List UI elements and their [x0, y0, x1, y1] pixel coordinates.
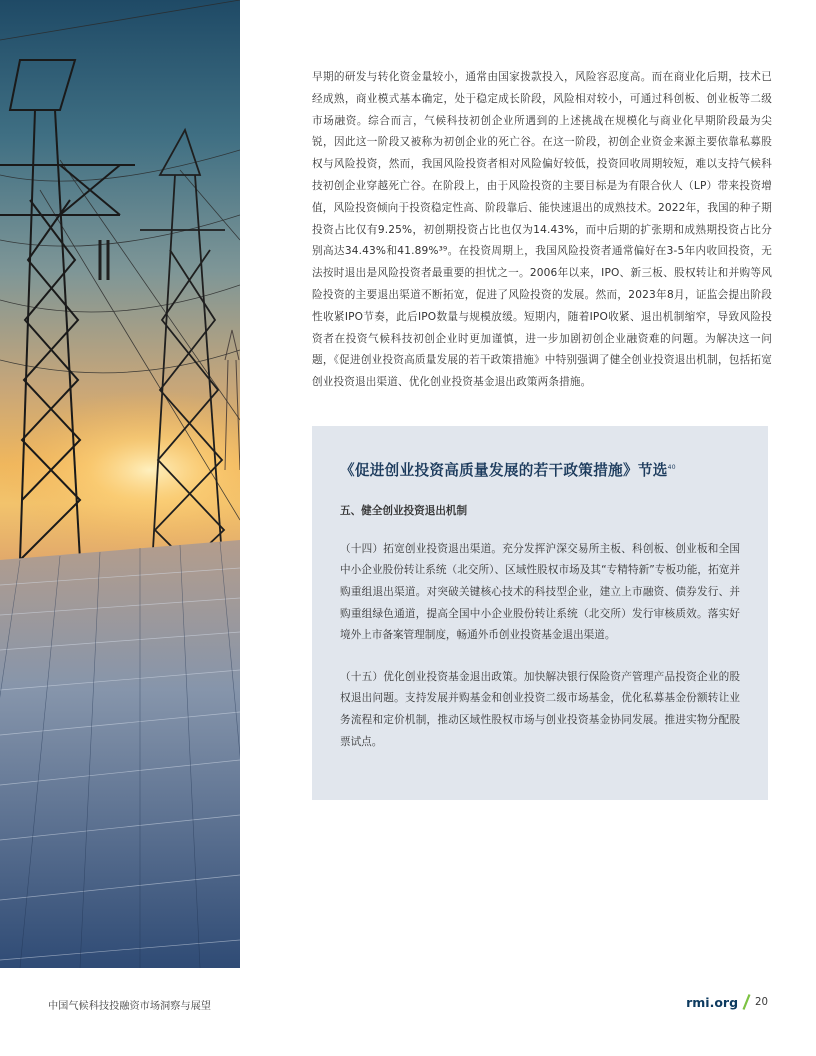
body-paragraph: 早期的研发与转化资金量较小，通常由国家拨款投入，风险容忍度高。而在商业化后期，技术已经成熟，商业模式基本确定，处于稳定成长阶段，风险相对较小，可通过科创板、创业板等二级市场融资。综合而言，气候科技初创企业所遇到的上述挑战在规模化与商业化早期阶段最为尖锐，因此这一阶段又被称为初创企业的死亡谷。在这一阶段，初创企业资金来源主要依靠私募股权与风险投资，然而，我国风险投资者相对风险偏好较低，投资回收周期较短，难以支持气候科技初创企业穿越死亡谷。在阶段上，由于风险投资的主要目标是为有限合伙人（LP）带来投资增值，风险投资倾向于投资稳定性高、阶段靠后、能快速退出的成熟技术。2022年，我国的种子期投资占比仅有9.25%，初创期投资占比也仅为14.43%，而中后期的扩张期和成熟期投资占比分别高达34.43%和41.89%³⁹。在投资周期上，我国风险投资者通常偏好在3-5年内收回投资，无法按时退出是风险投资者最重要的担忧之一。2006年以来，IPO、新三板、股权转让和并购等风险投资的主要退出渠道不断拓宽，促进了风险投资的发展。然而，2023年8月，证监会提出阶段性收紧IPO节奏，此后IPO数量与规模放缓。短期内，随着IPO收紧、退出机制缩窄，导致风险投资者在投资气候科技初创企业时更加谨慎，进一步加剧初创企业融资难的问题。为解决这一问题，《促进创业投资高质量发展的若干政策措施》中特别强调了健全创业投资退出机制，包括拓宽创业投资退出渠道、优化创业投资基金退出政策两条措施。 — [312, 71, 772, 389]
policy-paragraph-14: （十四）拓宽创业投资退出渠道。充分发挥沪深交易所主板、科创板、创业板和全国中小企业股份转让系统（北交所）、区域性股权市场及其“专精特新”专板功能，拓宽并购重组退出渠道。对突破关键核心技术的科技型企业，建立上市融资、债券发行、并购重组绿色通道，提高全国中小企业股份转让系统（北交所）发行审核质效。落实好境外上市备案管理制度，畅通外币创业投资基金退出渠道。 — [340, 542, 740, 642]
page-number: 20 — [755, 996, 768, 1008]
policy-excerpt-title — [340, 458, 740, 481]
footer-report-title: 中国气候科技投融资市场洞察与展望 — [48, 1001, 211, 1012]
footer-page-info — [686, 994, 768, 1010]
policy-section-heading: 五、健全创业投资退出机制 — [340, 504, 468, 517]
transmission-tower-solar-photo — [0, 0, 240, 968]
footnote-reference[interactable]: 40 — [667, 464, 676, 471]
policy-title-text: 《促进创业投资高质量发展的若干政策措施》节选 — [340, 461, 668, 479]
slash-icon — [742, 994, 751, 1010]
photo-illustration — [0, 0, 240, 968]
policy-excerpt-box — [312, 426, 768, 800]
rmi-logo[interactable]: rmi.org — [686, 994, 739, 1010]
policy-paragraph-15: （十五）优化创业投资基金退出政策。加快解决银行保险资产管理产品投资企业的股权退出问题。支持发展并购基金和创业投资二级市场基金，优化私募基金份额转让业务流程和定价机制，推动区域性股权市场与创业投资基金协同发展。推进实物分配股票试点。 — [340, 670, 740, 748]
